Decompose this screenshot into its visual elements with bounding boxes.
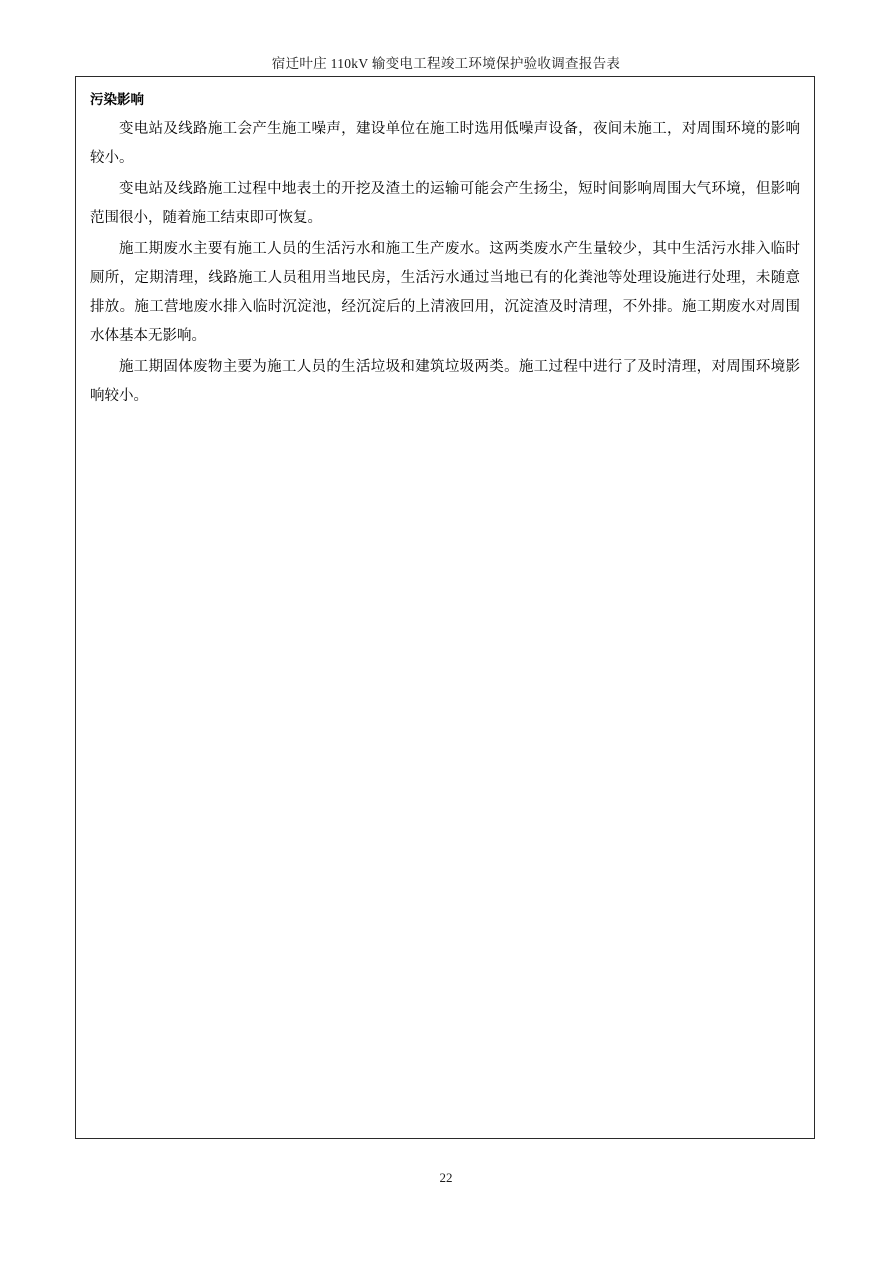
paragraph-dust: 变电站及线路施工过程中地表土的开挖及渣土的运输可能会产生扬尘，短时间影响周围大气环境，但影响范围很小，随着施工结束即可恢复。	[90, 181, 800, 226]
page-number: 22	[439, 1170, 453, 1185]
paragraph-wastewater: 施工期废水主要有施工人员的生活污水和施工生产废水。这两类废水产生量较少，其中生活污水排入临时厕所，定期清理，线路施工人员租用当地民房，生活污水通过当地已有的化粪池等处理设施进行处理，未随意排放。施工营地废水排入临时沉淀池，经沉淀后的上清液回用，沉淀渣及时清理，不外排。施工期废水对周围水体基本无影响。	[90, 241, 800, 344]
content-frame	[75, 76, 815, 1139]
section-title: 污染影响	[90, 92, 144, 107]
paragraph-solid-waste: 施工期固体废物主要为施工人员的生活垃圾和建筑垃圾两类。施工过程中进行了及时清理，对周围环境影响较小。	[90, 359, 800, 404]
paragraph-noise: 变电站及线路施工会产生施工噪声，建设单位在施工时选用低噪声设备，夜间未施工，对周围环境的影响较小。	[90, 121, 800, 166]
content-cell	[76, 77, 814, 1138]
running-header: 宿迁叶庄 110kV 输变电工程竣工环境保护验收调查报告表	[271, 56, 621, 71]
